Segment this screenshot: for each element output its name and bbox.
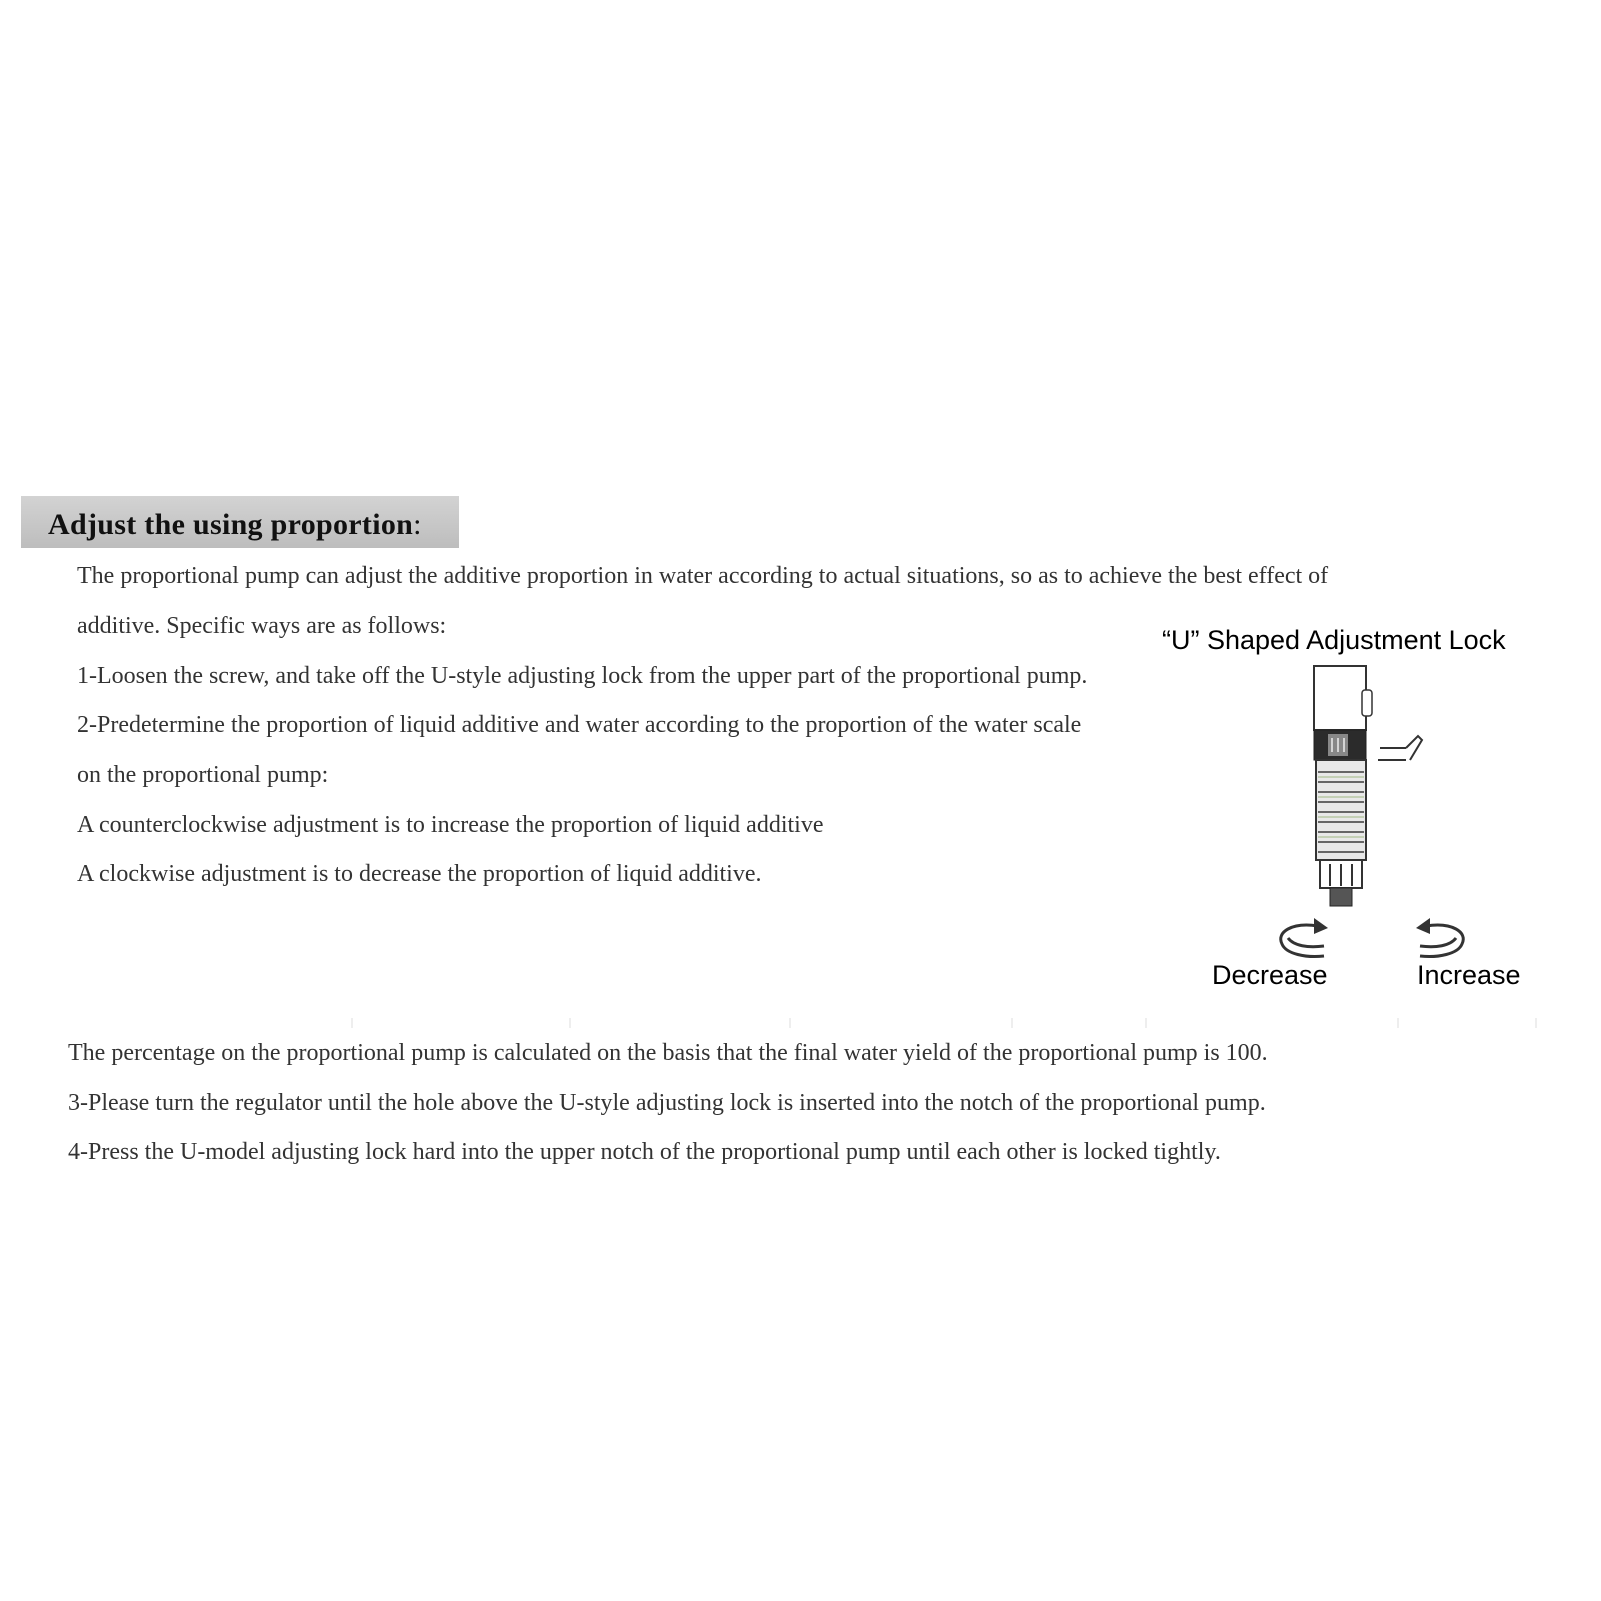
percentage-note: The percentage on the proportional pump is calculated on the basis that the final water yield of the proportional pump is 100. — [68, 1040, 1268, 1066]
increase-label: Increase — [1417, 960, 1521, 990]
u-lock-label: “U” Shaped Adjustment Lock — [1162, 625, 1506, 655]
u-lock-icon — [1378, 736, 1422, 760]
step-4: 4-Press the U-model adjusting lock hard into the upper notch of the proportional pump until each other is locked tightly. — [68, 1139, 1221, 1165]
section-title-colon: : — [413, 508, 422, 541]
clockwise-note: A clockwise adjustment is to decrease the proportion of liquid additive. — [77, 861, 762, 887]
separator-ticks — [340, 1018, 1540, 1030]
intro-line-2: additive. Specific ways are as follows: — [77, 613, 447, 639]
clockwise-arrow-icon — [1410, 916, 1474, 972]
step-2-line-1: 2-Predetermine the proportion of liquid additive and water according to the proportion of the water scale — [77, 712, 1082, 738]
counterclockwise-note: A counterclockwise adjustment is to increase the proportion of liquid additive — [77, 812, 824, 838]
step-3: 3-Please turn the regulator until the hole above the U-style adjusting lock is inserted into the notch of the proportional pump. — [68, 1090, 1266, 1116]
intro-line-1: The proportional pump can adjust the additive proportion in water according to actual situations, so as to achieve the best effect of — [77, 563, 1329, 589]
counterclockwise-arrow-icon — [1270, 916, 1334, 972]
step-1: 1-Loosen the screw, and take off the U-style adjusting lock from the upper part of the proportional pump. — [77, 663, 1088, 689]
step-2-line-2: on the proportional pump: — [77, 762, 329, 788]
section-heading — [48, 508, 422, 542]
section-title: Adjust the using proportion — [48, 508, 414, 541]
decrease-label: Decrease — [1212, 960, 1328, 990]
proportional-pump-illustration — [1270, 660, 1500, 960]
